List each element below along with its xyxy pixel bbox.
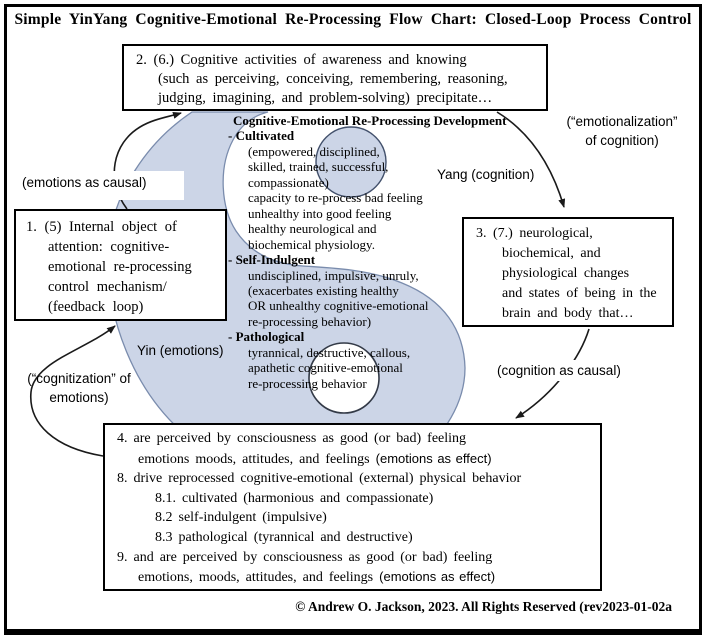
bullet-cultivated: - Cultivated (228, 128, 295, 144)
label-yin-emotions: Yin (emotions) (137, 343, 224, 358)
label-line: (“emotionalization” (566, 114, 678, 129)
label-line: emotions) (49, 390, 109, 405)
bottom-box-line (105, 449, 600, 470)
bottom-box-line (105, 508, 600, 528)
box-4-8-9-outcomes (103, 423, 602, 591)
label-cognitization-of-emotions (18, 369, 140, 407)
reprocessing-development-text (228, 113, 528, 391)
bottom-box-line (105, 548, 600, 568)
bottom-box-suffix: (emotions as effect) (379, 569, 496, 585)
bottom-box-text: 8.1. cultivated (harmonious and compassionate) (155, 490, 434, 506)
box-2-line: 2. (6.) Cognitive activities of awareness and knowing (136, 52, 467, 68)
label-line: (“cognitization” of (27, 371, 131, 386)
label-emotions-as-causal: (emotions as causal) (20, 171, 184, 200)
box-3-line: biochemical, and (502, 246, 601, 261)
center-line: re-processing behavior) (248, 313, 372, 329)
box-2-line: (such as perceiving, conceiving, remembering, reasoning, (158, 71, 508, 87)
label-cognition-as-causal: (cognition as causal) (494, 360, 624, 381)
bottom-box-line (105, 429, 600, 449)
center-line: healthy neurological and (248, 221, 377, 237)
bottom-box-text: 8. drive reprocessed cognitive-emotional (external) physical behavior (117, 471, 522, 487)
center-line: compassionate) (248, 174, 329, 190)
center-line: unhealthy into good feeling (248, 205, 392, 221)
box-1-line: control mechanism/ (48, 279, 167, 295)
bottom-box-text: emotions moods, attitudes, and feelings (138, 451, 370, 467)
label-yang-cognition: Yang (cognition) (437, 167, 535, 182)
center-line: (exacerbates existing healthy (248, 282, 399, 298)
label-emotionalization-of-cognition (548, 112, 696, 150)
box-1-line: emotional re-processing (48, 259, 192, 275)
bottom-box-text: 9. and are perceived by consciousness as good (or bad) feeling (117, 549, 493, 565)
bottom-box-suffix: (emotions as effect) (375, 450, 492, 466)
box-3-line: 3. (7.) neurological, (476, 226, 593, 241)
bottom-box-text: 4. are perceived by consciousness as good (or bad) feeling (117, 431, 467, 446)
box-1-internal-object-of-attention (14, 209, 227, 321)
bottom-box-text: 8.2 self-indulgent (impulsive) (155, 510, 327, 526)
box-2-cognitive-activities (122, 44, 548, 111)
center-line: biochemical physiology. (248, 236, 375, 252)
page-title: Simple YinYang Cognitive-Emotional Re-Processing Flow Chart: Closed-Loop Process Control (14, 11, 692, 28)
box-2-line: judging, imagining, and problem-solving) precipitate… (158, 90, 493, 106)
center-line: apathetic cognitive-emotional (248, 360, 403, 376)
bullet-self-indulgent: - Self-Indulgent (228, 252, 316, 268)
box-1-line: (feedback loop) (48, 299, 144, 315)
center-line: skilled, trained, successful, (248, 159, 389, 175)
center-line: tyrannical, destructive, callous, (248, 344, 411, 360)
bottom-box-line (105, 528, 600, 548)
box-1-line: 1. (5) Internal object of (26, 219, 177, 235)
center-line: (empowered, disciplined, (248, 143, 380, 159)
center-line: re-processing behavior (248, 375, 367, 391)
bottom-box-text: 8.3 pathological (tyrannical and destructive) (155, 529, 413, 545)
box-3-line: and states of being in the (502, 286, 657, 301)
bottom-box-line (105, 469, 600, 489)
box-1-line: attention: cognitive- (48, 239, 170, 255)
box-3-line: brain and body that… (502, 306, 634, 321)
bottom-box-line (105, 489, 600, 509)
bullet-pathological: - Pathological (228, 329, 305, 345)
bottom-box-line (105, 567, 600, 588)
label-line: of cognition) (585, 133, 659, 148)
center-line: capacity to re-process bad feeling (248, 190, 423, 206)
center-heading: Cognitive-Emotional Re-Processing Development (233, 113, 507, 128)
bottom-box-text: emotions, moods, attitudes, and feelings (138, 570, 374, 586)
center-line: undisciplined, impulsive, unruly, (248, 267, 419, 283)
center-line: OR unhealthy cognitive-emotional (248, 298, 429, 314)
box-3-line: physiological changes (502, 266, 630, 281)
copyright-notice: © Andrew O. Jackson, 2023. All Rights Reserved (rev2023-01-02a (295, 599, 672, 614)
